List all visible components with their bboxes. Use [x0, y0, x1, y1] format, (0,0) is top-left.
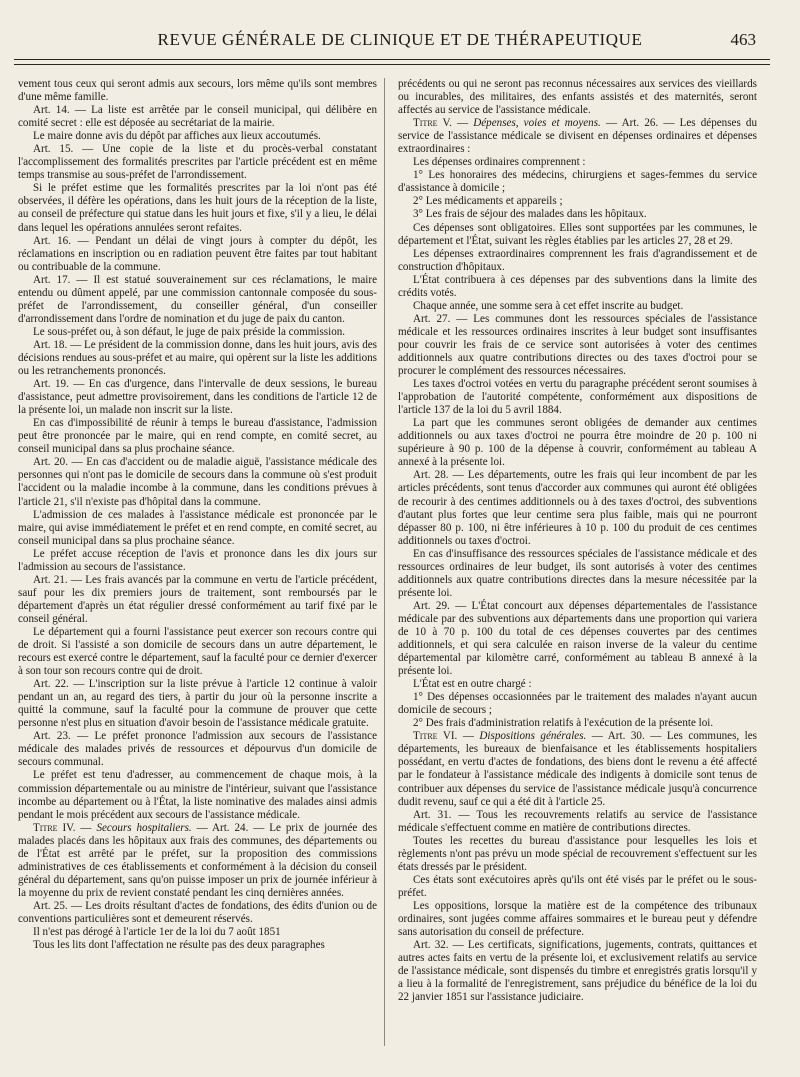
paragraph: Art. 20. — En cas d'accident ou de maladie aiguë, l'assistance médicale des personnes qui n'ont pas le domicile de secours dans la commune où s'est produit l'accident ou la maladie incombe à la commune, dans les conditions prévues à l'article 21, s'il n'existe pas d'hôpital dans la commune. — [18, 456, 377, 508]
paragraph: Art. 19. — En cas d'urgence, dans l'intervalle de deux sessions, le bureau d'assistance, peut admettre provisoirement, dans les conditions de l'article 12 de la présente loi, un malade non inscrit sur la liste. — [18, 378, 377, 417]
paragraph: Art. 22. — L'inscription sur la liste prévue à l'article 12 continue à valoir pendant un an, au regard des tiers, à partir du jour où la personne inscrite a quitté la commune, sauf la faculté pour la commune de prouver que cette personne n'est plus en situation d'avoir besoin de l'assistance médicale gratuite. — [18, 678, 377, 730]
paragraph: Ces états sont exécutoires après qu'ils ont été visés par le préfet ou le sous-préfet. — [398, 873, 757, 899]
paragraph: Art. 32. — Les certificats, significations, jugements, contrats, quittances et autres actes faits en vertu de la présente loi, et exclusivement relatifs au service de l'assistance médicale, sont dispensés du timbre et enregistrés gratis lorsqu'il y a lieu à la formalité de l'enregistrement, sans préjudice du bénéfice de la loi du 22 janvier 1851 sur l'assistance judiciaire. — [398, 939, 757, 1004]
paragraph: Tous les lits dont l'affectation ne résulte pas des deux paragraphes — [33, 939, 325, 952]
continued-paragraph: précédents ou qui ne seront pas reconnus nécessaires aux services des vieillards ou incurables, des militaires, des enfants assistés et des maternités, seront affectés au service de l'assistance médicale. — [398, 78, 757, 117]
paragraph: Le préfet accuse réception de l'avis et prononce dans les dix jours sur l'admission au secours de l'assistance. — [18, 547, 377, 573]
section-text: Art. 30. — Les communes, les départements, les bureaux de bienfaisance et les établissements hospitaliers possédant, en vertu d'actes de fondations, des biens dont le revenu a été affecté par le fondateur à l'assistance médicale des indigents à domicile sont tenus de contribuer aux dépenses du service de l'assistance médicale jusqu'à concurrence dudit revenu, sauf ce qui a été dit à l'article 25. — [398, 730, 757, 808]
header-rule-thin — [14, 64, 770, 65]
paragraph: Art. 23. — Le préfet prononce l'admission aux secours de l'assistance médicale des malades privés de ressources et dépourvus d'un domicile de secours communal. — [18, 730, 377, 769]
paragraph: Art. 29. — L'État concourt aux dépenses départementales de l'assistance médicale par des subventions aux départements dans une proportion qui variera de 10 à 70 p. 100 du total de ces dépenses couvertes par des centimes additionnels, et qui sera calculée en raison inverse de la valeur du centime départemental par kilomètre carré, conformément au tableau B annexé à la présente loi. — [398, 599, 757, 678]
paragraph: 3° Les frais de séjour des malades dans les hôpitaux. — [413, 208, 647, 221]
page-number: 463 — [730, 30, 756, 49]
column-divider — [384, 78, 385, 1046]
right-column — [398, 78, 757, 1004]
paragraph: Le préfet est tenu d'adresser, au commencement de chaque mois, à la commission départementale ou au ministre de l'intérieur, suivant que l'assistance incombe au département ou à l'État, la liste nominative des malades ainsi admis pendant le mois précédent aux secours de l'assistance médicale. — [18, 769, 377, 821]
running-title: REVUE GÉNÉRALE DE CLINIQUE ET DE THÉRAPEUTIQUE — [157, 30, 643, 49]
paragraph: Les taxes d'octroi votées en vertu du paragraphe précédent seront soumises à l'approbation de l'autorité compétente, conformément aux dispositions de l'article 137 de la loi du 5 avril 1884. — [398, 378, 757, 417]
paragraph: En cas d'impossibilité de réunir à temps le bureau d'assistance, l'admission peut être prononcée par le maire, qui en rend compte, en comité secret, au conseil municipal dans sa plus prochaine séance. — [18, 417, 377, 456]
continued-paragraph: vement tous ceux qui seront admis aux secours, lors même qu'ils sont membres d'une même famille. — [18, 78, 377, 104]
section-heading-paragraph: Titre IV. — Secours hospitaliers. — Art. 24. — Le prix de journée des malades placés dans les hôpitaux aux frais des communes, des départements ou de l'État est arrêté par le préfet, sur la proposition des commissions administratives de ces établissements et conformément à la décision du conseil général du département, sans qu'on puisse imposer un prix de journée inférieur à la moyenne du prix de revient constaté pendant les cinq dernières années. — [18, 821, 378, 899]
paragraph: L'État est en outre chargé : — [413, 678, 532, 691]
paragraph: Art. 17. — Il est statué souverainement sur ces réclamations, le maire entendu ou dûment appelé, par une commission cantonnale composée du sous-préfet de l'arrondissement, du conseiller général, d'un conseiller d'arrondissement dans l'ordre de nomination et du juge de paix du canton. — [18, 273, 377, 325]
paragraph: Art. 14. — La liste est arrêtée par le conseil municipal, qui délibère en comité secret : elle est déposée au secrétariat de la mairie. — [18, 104, 377, 130]
paragraph: En cas d'insuffisance des ressources spéciales de l'assistance médicale et des ressources ordinaires de leur budget, ils sont autorisés à voter des centimes additionnels aux quatre contributions directes dans la mesure nécessitée par la présente loi. — [398, 547, 757, 599]
paragraph: Le maire donne avis du dépôt par affiches aux lieux accoutumés. — [33, 130, 321, 143]
paragraph: 2° Des frais d'administration relatifs à l'exécution de la présente loi. — [413, 717, 714, 730]
paragraph: Les dépenses extraordinaires comprennent les frais d'agrandissement et de construction d'hôpitaux. — [398, 247, 757, 273]
paragraph: Art. 21. — Les frais avancés par la commune en vertu de l'article précédent, sauf pour les dix premiers jours de traitement, sont remboursés par le département d'après un état régulier dressé conformément au tarif fixé par le conseil général. — [18, 573, 377, 625]
paragraph: Chaque année, une somme sera à cet effet inscrite au budget. — [413, 299, 684, 312]
paragraph: Art. 15. — Une copie de la liste et du procès-verbal constatant l'accomplissement des formalités prescrites par l'article précédent est en même temps transmise au sous-préfet de l'arrondissement. — [18, 143, 377, 182]
left-column — [18, 78, 377, 952]
paragraph: Le département qui a fourni l'assistance peut exercer son recours contre qui de droit. Si l'assisté a son domicile de secours dans un autre département, le recours est exercé contre le département, sauf la faculté pour ce dernier d'exercer à son tour son recours contre qui de droit. — [18, 625, 377, 678]
paragraph: 2° Les médicaments et appareils ; — [413, 195, 563, 208]
section-title: Secours hospitaliers. — [96, 821, 192, 834]
paragraph: Art. 31. — Tous les recouvrements relatifs au service de l'assistance médicale s'effectuent comme en matière de contributions directes. — [398, 808, 757, 834]
paragraph: Ces dépenses sont obligatoires. Elles sont supportées par les communes, le département et l'État, suivant les règles établies par les articles 27, 28 et 29. — [398, 221, 757, 247]
section-heading-paragraph: Titre VI. — Dispositions générales. — Art. 30. — Les communes, les départements, les bureaux de bienfaisance et les établissements hospitaliers possédant, en vertu d'actes de fondations, des biens dont le revenu a été affecté par le fondateur à l'assistance médicale des indigents à domicile sont tenus de contribuer aux dépenses du service de l'assistance médicale jusqu'à concurrence dudit revenu, sauf ce qui a été dit à l'article 25. — [398, 730, 757, 808]
section-text: Art. 26. — Les dépenses du service de l'assistance médicale se divisent en dépenses ordinaires et dépenses extraordinaires : — [398, 117, 758, 156]
paragraph: Il n'est pas dérogé à l'article 1er de la loi du 7 août 1851 — [33, 926, 281, 939]
section-label: Titre IV. — [33, 821, 76, 834]
paragraph: Les dépenses ordinaires comprennent : — [413, 156, 586, 169]
section-label: Titre VI. — [413, 730, 458, 743]
paragraph: Si le préfet estime que les formalités prescrites par la loi n'ont pas été observées, il défère les opérations, dans les huit jours de la réception de la liste, au conseil de préfecture qui statue dans les huit jours et fixe, s'il y a lieu, le délai dans lequel les opérations annulées seront refaites. — [18, 182, 377, 234]
paragraph: 1° Les honoraires des médecins, chirurgiens et sages-femmes du service d'assistance à domicile ; — [398, 169, 757, 195]
paragraph: L'admission de ces malades à l'assistance médicale est prononcée par le maire, qui avise immédiatement le préfet et en rend compte, en comité secret, au conseil municipal dans sa plus prochaine séance. — [18, 508, 377, 547]
paragraph: La part que les communes seront obligées de demander aux centimes additionnels ou aux taxes d'octroi ne pourra être moindre de 20 p. 100 ni supérieure à 90 p. 100 de la dépense à couvrir, conformément au tableau A annexé à la présente loi. — [398, 417, 757, 469]
section-label: Titre V. — [413, 117, 452, 130]
paragraph: Le sous-préfet ou, à son défaut, le juge de paix préside la commission. — [33, 325, 346, 338]
section-title: Dispositions générales. — [479, 730, 587, 743]
section-heading-paragraph: Titre V. — Dépenses, voies et moyens. — Art. 26. — Les dépenses du service de l'assistance médicale se divisent en dépenses ordinaires et dépenses extraordinaires : — [398, 117, 758, 156]
page-header — [40, 26, 760, 56]
paragraph: Les oppositions, lorsque la matière est de la compétence des tribunaux ordinaires, sont jugées comme affaires sommaires et le bureau peut y défendre sans autorisation du conseil de préfecture. — [398, 899, 757, 939]
paragraph: Art. 25. — Les droits résultant d'actes de fondations, des édits d'union ou de conventions particulières sont et demeurent réservés. — [18, 899, 377, 925]
section-title: Dépenses, voies et moyens. — [473, 117, 601, 130]
paragraph: Art. 18. — Le président de la commission donne, dans les huit jours, avis des décisions rendues au sous-préfet et au maire, qui opèrent sur la liste les additions ou les retranchements prononcés. — [18, 338, 377, 378]
paragraph: Art. 27. — Les communes dont les ressources spéciales de l'assistance médicale et les ressources ordinaires inscrites à leur budget sont insuffisantes pour couvrir les frais de ce service sont autorisées à voter des centimes additionnels aux quatre contributions directes ou des taxes d'octroi pour se procurer le complément des ressources nécessaires. — [398, 312, 757, 378]
paragraph: Art. 28. — Les départements, outre les frais qui leur incombent de par les articles précédents, sont tenus d'accorder aux communes qui auront été obligées de recourir à des centimes additionnels ou à des taxes d'octroi, des subventions d'autant plus fortes que leur centime sera plus faible, mais qui ne pourront dépasser 80 p. 100, ni être inférieures à 10 p. 100 du produit de ces centimes additionnels ou taxes d'octroi. — [398, 469, 757, 547]
header-rule — [14, 59, 770, 60]
paragraph: L'État contribuera à ces dépenses par des subventions dans la limite des crédits votés. — [398, 273, 757, 299]
section-text: Art. 24. — Le prix de journée des malades placés dans les hôpitaux aux frais des communes, des départements ou de l'État est arrêté par le préfet, sur la proposition des commissions administratives de ces établissements et conformément à la décision du conseil général du département, sans qu'on puisse imposer un prix de journée inférieur à la moyenne du prix de revient constaté pendant les cinq dernières années. — [18, 821, 378, 899]
paragraph: 1° Des dépenses occasionnées par le traitement des malades n'ayant aucun domicile de secours ; — [398, 691, 757, 717]
paragraph: Art. 16. — Pendant un délai de vingt jours à compter du dépôt, les réclamations en inscription ou en radiation peuvent être faites par tout habitant ou contribuable de la commune. — [18, 234, 377, 273]
paragraph: Toutes les recettes du bureau d'assistance pour lesquelles les lois et règlements n'ont pas prévu un mode spécial de recouvrement s'effectuent sur les états dressés par le président. — [398, 834, 757, 873]
